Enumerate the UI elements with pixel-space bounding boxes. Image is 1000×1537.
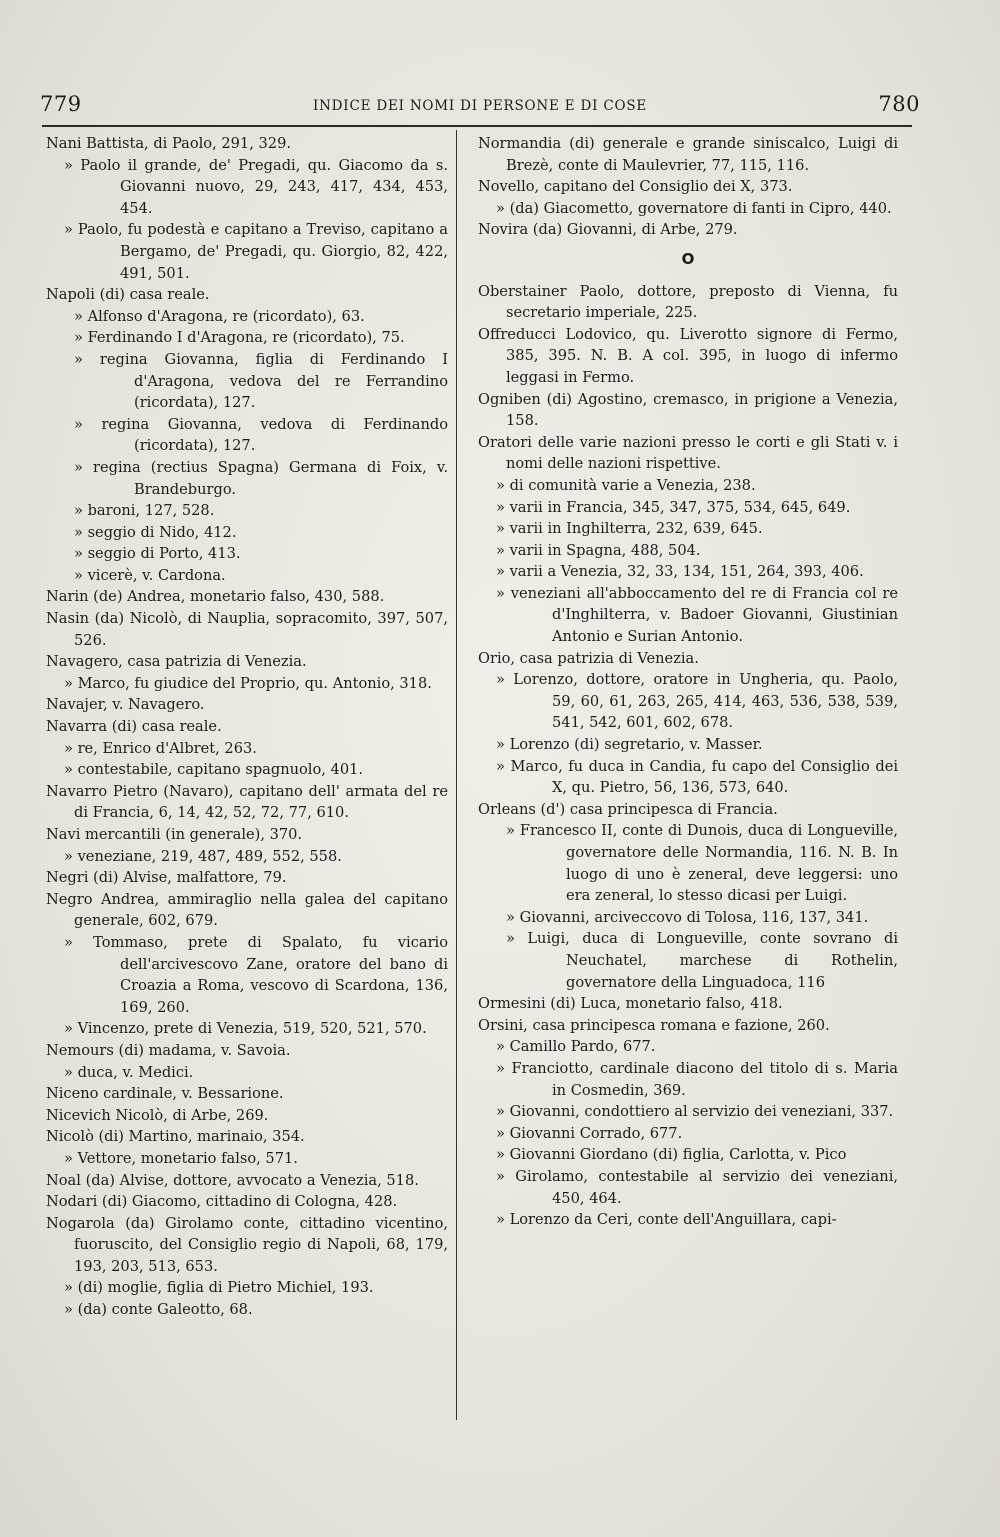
index-subentry: » Luigi, duca di Longueville, conte sovrano di Neuchatel, marchese di Rothelin, governatore della Linguadoca, 116 xyxy=(506,930,898,991)
index-entry: Navarro Pietro (Navaro), capitano dell' armata del re di Francia, 6, 14, 42, 52, 72, 77, 610. xyxy=(46,782,448,822)
running-head xyxy=(40,92,920,128)
index-subentry: » varii a Venezia, 32, 33, 134, 151, 264, 393, 406. xyxy=(496,563,864,581)
index-entry: Navagero, casa patrizia di Venezia. xyxy=(46,653,307,671)
index-subentry: » baroni, 127, 528. xyxy=(74,502,215,520)
index-subentry: » regina (rectius Spagna) Germana di Foix, v. Brandeburgo. xyxy=(74,458,448,498)
index-subentry: » Ferdinando I d'Aragona, re (ricordato), 75. xyxy=(74,329,405,347)
index-entry: Oratori delle varie nazioni presso le corti e gli Stati v. i nomi delle nazioni rispettive. xyxy=(478,433,898,473)
index-subentry: » duca, v. Medici. xyxy=(64,1063,194,1081)
column-divider xyxy=(456,130,457,1420)
index-subentry: » seggio di Porto, 413. xyxy=(74,545,241,563)
index-subentry: » regina Giovanna, vedova di Ferdinando (ricordata), 127. xyxy=(74,415,448,455)
left-column xyxy=(46,133,448,1321)
index-subentry: » Paolo, fu podestà e capitano a Treviso, capitano a Bergamo, de' Pregadi, qu. Giorgio, 82, 422, 491, 501. xyxy=(64,221,448,282)
index-subentry: » Camillo Pardo, 677. xyxy=(496,1038,656,1056)
index-entry: Orsini, casa principesca romana e fazione, 260. xyxy=(478,1016,830,1034)
page-number-left: 779 xyxy=(40,92,82,116)
index-entry: Oberstainer Paolo, dottore, preposto di Vienna, fu secretario imperiale, 225. xyxy=(478,282,898,322)
index-subentry: » Giovanni Corrado, 677. xyxy=(496,1124,683,1142)
index-subentry: » Paolo il grande, de' Pregadi, qu. Giacomo da s. Giovanni nuovo, 29, 243, 417, 434, 453, 454. xyxy=(64,156,448,217)
section-letter: O xyxy=(681,249,695,268)
index-subentry: » (di) moglie, figlia di Pietro Michiel, 193. xyxy=(64,1279,374,1297)
index-entry: Nicolò (di) Martino, marinaio, 354. xyxy=(46,1128,305,1146)
index-subentry: » di comunità varie a Venezia, 238. xyxy=(496,476,756,494)
index-entry: Ogniben (di) Agostino, cremasco, in prigione a Venezia, 158. xyxy=(478,390,898,430)
index-subentry: » varii in Spagna, 488, 504. xyxy=(496,541,701,559)
page-title: INDICE DEI NOMI DI PERSONE E DI COSE xyxy=(312,98,648,114)
index-subentry: » contestabile, capitano spagnuolo, 401. xyxy=(64,761,364,779)
index-entry: Napoli (di) casa reale. xyxy=(46,286,210,304)
index-entry: Noal (da) Alvise, dottore, avvocato a Venezia, 518. xyxy=(46,1171,419,1189)
index-subentry: » Alfonso d'Aragona, re (ricordato), 63. xyxy=(74,307,365,325)
index-entry: Navarra (di) casa reale. xyxy=(46,718,222,736)
index-entry: Narin (de) Andrea, monetario falso, 430, 588. xyxy=(46,588,385,606)
index-entry: Nemours (di) madama, v. Savoia. xyxy=(46,1041,291,1059)
index-subentry: » Giovanni, condottiero al servizio dei veneziani, 337. xyxy=(496,1103,894,1121)
index-subentry: » (da) Giacometto, governatore di fanti in Cipro, 440. xyxy=(496,199,892,217)
index-subentry: » vicerè, v. Cardona. xyxy=(74,566,226,584)
index-entry: Negro Andrea, ammiraglio nella galea del capitano generale, 602, 679. xyxy=(46,890,448,930)
index-entry: Orleans (d') casa principesca di Francia. xyxy=(478,800,778,818)
index-entry: Nicevich Nicolò, di Arbe, 269. xyxy=(46,1106,269,1124)
index-entry: Orio, casa patrizia di Venezia. xyxy=(478,649,699,667)
index-entry: Normandia (di) generale e grande siniscalco, Luigi di Brezè, conte di Maulevrier, 77, 115, 116. xyxy=(478,135,898,174)
index-entry: Niceno cardinale, v. Bessarione. xyxy=(46,1085,284,1103)
index-entry: Nodari (di) Giacomo, cittadino di Cologna, 428. xyxy=(46,1193,398,1211)
index-entry: Novello, capitano del Consiglio dei X, 373. xyxy=(478,178,793,196)
index-subentry: » veneziane, 219, 487, 489, 552, 558. xyxy=(64,847,342,865)
index-subentry: » seggio di Nido, 412. xyxy=(74,523,237,541)
index-entry: Navi mercantili (in generale), 370. xyxy=(46,826,303,843)
index-entry: Novira (da) Giovanni, di Arbe, 279. xyxy=(478,221,738,239)
index-subentry: » Giovanni Giordano (di) figlia, Carlotta, v. Pico xyxy=(496,1146,847,1164)
index-subentry: » Marco, fu giudice del Proprio, qu. Antonio, 318. xyxy=(64,674,432,692)
index-entry: Offreducci Lodovico, qu. Liverotto signore di Fermo, 385, 395. N. B. A col. 395, in luogo di infermo leggasi in Fermo. xyxy=(478,325,898,386)
index-entry: Nani Battista, di Paolo, 291, 329. xyxy=(46,135,291,152)
index-subentry: » (da) conte Galeotto, 68. xyxy=(64,1301,253,1319)
index-subentry: » Vincenzo, prete di Venezia, 519, 520, 521, 570. xyxy=(64,1020,427,1038)
index-subentry: » Tommaso, prete di Spalato, fu vicario dell'arcivescovo Zane, oratore del bano di Croazia a Roma, vescovo di Scardona, 136, 169, 260. xyxy=(64,933,448,1016)
page-number-right: 780 xyxy=(878,92,920,116)
index-entry: Negri (di) Alvise, malfattore, 79. xyxy=(46,869,287,887)
right-column xyxy=(478,133,898,1231)
index-subentry: » Franciotto, cardinale diacono del titolo di s. Maria in Cosmedin, 369. xyxy=(496,1059,898,1099)
index-subentry: » varii in Inghilterra, 232, 639, 645. xyxy=(496,520,763,538)
index-subentry: » Lorenzo, dottore, oratore in Ungheria, qu. Paolo, 59, 60, 61, 263, 265, 414, 463, 536, 538, 539, 541, 542, 601, 602, 678. xyxy=(496,671,898,732)
index-subentry: » re, Enrico d'Albret, 263. xyxy=(64,739,257,757)
index-entry: Nogarola (da) Girolamo conte, cittadino vicentino, fuoruscito, del Consiglio regio di Napoli, 68, 179, 193, 203, 513, 653. xyxy=(46,1214,448,1275)
index-subentry: » Giovanni, arciveccovo di Tolosa, 116, 137, 341. xyxy=(506,908,869,926)
index-subentry: » Marco, fu duca in Candia, fu capo del Consiglio dei X, qu. Pietro, 56, 136, 573, 640. xyxy=(496,757,898,797)
index-subentry: » varii in Francia, 345, 347, 375, 534, 645, 649. xyxy=(496,498,851,516)
index-entry: Nasin (da) Nicolò, di Nauplia, sopracomito, 397, 507, 526. xyxy=(46,610,448,649)
header-rule xyxy=(42,125,912,127)
index-entry: Ormesini (di) Luca, monetario falso, 418. xyxy=(478,995,783,1013)
index-entry: Navajer, v. Navagero. xyxy=(46,696,205,714)
index-subentry: » Girolamo, contestabile al servizio dei veneziani, 450, 464. xyxy=(496,1167,898,1207)
index-subentry: » veneziani all'abboccamento del re di Francia col re d'Inghilterra, v. Badoer Giovanni, Giustinian Antonio e Surian Antonio. xyxy=(496,584,898,646)
index-subentry: » Lorenzo (di) segretario, v. Masser. xyxy=(496,736,763,754)
index-subentry: » Francesco II, conte di Dunois, duca di Longueville, governatore delle Normandia, 116. N. B. In luogo di uno è zeneral, deve leggersi: uno era zeneral, lo stesso dicasi per Luigi. xyxy=(506,822,898,905)
index-subentry: » Vettore, monetario falso, 571. xyxy=(64,1149,298,1167)
index-subentry: » Lorenzo da Ceri, conte dell'Anguillara, capi- xyxy=(496,1211,837,1229)
index-subentry: » regina Giovanna, figlia di Ferdinando I d'Aragona, vedova del re Ferrandino (ricordata), 127. xyxy=(74,350,448,412)
